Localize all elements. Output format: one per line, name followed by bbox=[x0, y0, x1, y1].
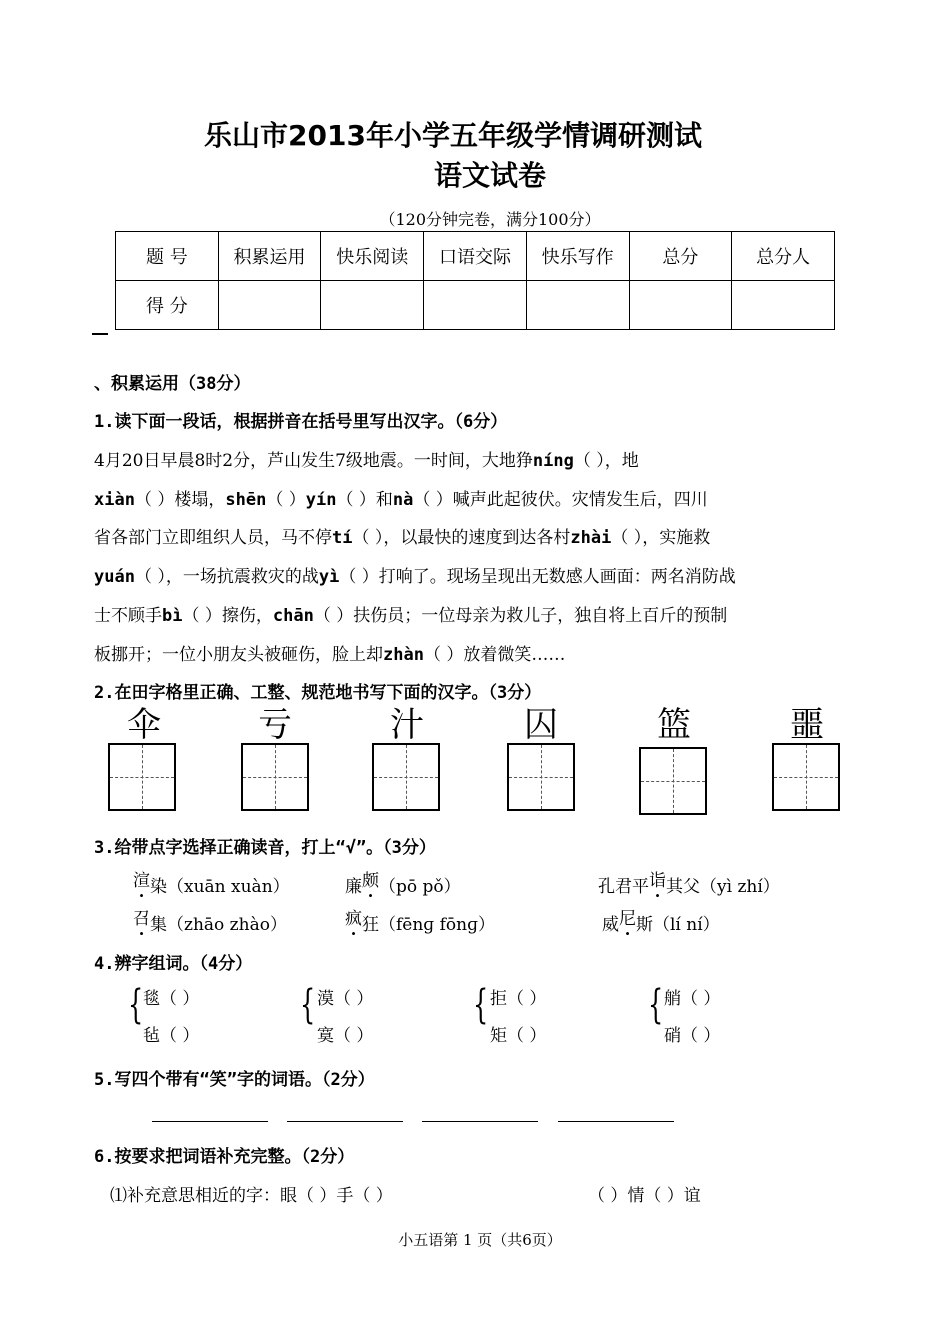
char-3: 汁 bbox=[390, 705, 424, 745]
table-row bbox=[116, 281, 835, 330]
q4-word-input[interactable]: 艄（ ） bbox=[664, 989, 721, 1009]
score-input-cell[interactable] bbox=[424, 281, 527, 330]
page-subtitle: 语文试卷 bbox=[433, 159, 546, 192]
q4-word-input[interactable]: 毡（ ） bbox=[143, 1026, 200, 1046]
table-cell: 总分 bbox=[629, 232, 732, 281]
exam-duration-note: （120分钟完卷，满分100分） bbox=[379, 210, 601, 229]
tian-grid-box[interactable] bbox=[639, 747, 707, 815]
answer-line[interactable] bbox=[558, 1121, 674, 1122]
q1-line-5: 士不顾手bì（ ）擦伤，chān（ ）扶伤员；一位母亲为救儿子，独自将上百斤的预制 bbox=[94, 606, 728, 626]
answer-line[interactable] bbox=[422, 1121, 538, 1122]
score-input-cell[interactable] bbox=[732, 281, 835, 330]
question-4-title: 4.辨字组词。（4分） bbox=[94, 954, 253, 974]
section-heading: 、积累运用（38分） bbox=[94, 374, 251, 394]
tian-grid-box[interactable] bbox=[372, 743, 440, 811]
table-cell: 得 分 bbox=[116, 281, 219, 330]
q4-word-input[interactable]: 拒（ ） bbox=[490, 989, 547, 1009]
char-6: 噩 bbox=[790, 705, 824, 745]
table-cell: 快乐写作 bbox=[526, 232, 629, 281]
question-6-title: 6.按要求把词语补充完整。（2分） bbox=[94, 1147, 355, 1167]
score-input-cell[interactable] bbox=[526, 281, 629, 330]
q3-item: 廉颇（pō pǒ） bbox=[345, 871, 461, 897]
answer-line[interactable] bbox=[152, 1121, 268, 1122]
page-footer: 小五语第 1 页（共6页） bbox=[398, 1231, 562, 1249]
q3-item: 威尼斯（lí ní） bbox=[602, 909, 720, 935]
table-cell: 积累运用 bbox=[218, 232, 321, 281]
q1-line-1: 4月20日早晨8时2分，芦山发生7级地震。一时间，大地狰níng（ ），地 bbox=[94, 451, 639, 471]
section-dash bbox=[92, 333, 108, 335]
brace-icon: { bbox=[128, 982, 144, 1028]
q4-word-input[interactable]: 矩（ ） bbox=[490, 1026, 547, 1046]
q1-line-2: xiàn（ ）楼塌，shēn（ ）yín（ ）和nà（ ）喊声此起彼伏。灾情发生后，四川 bbox=[94, 490, 708, 510]
tian-grid-box[interactable] bbox=[772, 743, 840, 811]
q4-word-input[interactable]: 寞（ ） bbox=[317, 1026, 374, 1046]
tian-grid-box[interactable] bbox=[507, 743, 575, 811]
char-1: 伞 bbox=[127, 705, 161, 745]
char-4: 囚 bbox=[524, 705, 558, 745]
question-3-title: 3.给带点字选择正确读音，打上“√”。（3分） bbox=[94, 838, 436, 858]
table-cell: 快乐阅读 bbox=[321, 232, 424, 281]
brace-icon: { bbox=[473, 982, 489, 1028]
q6-line: ⑴补充意思相近的字：眼（ ）手（ ） bbox=[110, 1186, 393, 1206]
q4-word-input[interactable]: 毯（ ） bbox=[143, 989, 200, 1009]
score-table bbox=[115, 231, 835, 330]
char-5: 篮 bbox=[657, 705, 691, 745]
q1-line-6: 板挪开；一位小朋友头被砸伤，脸上却zhàn（ ）放着微笑…… bbox=[94, 645, 566, 665]
q3-item: 渲染（xuān xuàn） bbox=[133, 871, 290, 897]
tian-grid-box[interactable] bbox=[241, 743, 309, 811]
page-title: 乐山市2013年小学五年级学情调研测试 bbox=[204, 119, 702, 152]
table-cell: 题 号 bbox=[116, 232, 219, 281]
q1-line-3: 省各部门立即组织人员，马不停tí（ ），以最快的速度到达各村zhài（ ），实施救 bbox=[94, 528, 711, 548]
question-1-title: 1.读下面一段话，根据拼音在括号里写出汉字。（6分） bbox=[94, 412, 508, 432]
score-input-cell[interactable] bbox=[218, 281, 321, 330]
char-2: 亏 bbox=[258, 705, 292, 745]
score-input-cell[interactable] bbox=[321, 281, 424, 330]
q6-line: （ ）情（ ）谊 bbox=[588, 1186, 701, 1206]
question-2-title: 2.在田字格里正确、工整、规范地书写下面的汉字。（3分） bbox=[94, 683, 542, 703]
tian-grid-box[interactable] bbox=[108, 743, 176, 811]
table-cell: 总分人 bbox=[732, 232, 835, 281]
answer-line[interactable] bbox=[287, 1121, 403, 1122]
question-5-title: 5.写四个带有“笑”字的词语。（2分） bbox=[94, 1070, 375, 1090]
q3-item: 孔君平诣其父（yì zhí） bbox=[598, 871, 780, 897]
table-row bbox=[116, 232, 835, 281]
q3-item: 召集（zhāo zhào） bbox=[133, 909, 287, 935]
q4-word-input[interactable]: 硝（ ） bbox=[664, 1026, 721, 1046]
brace-icon: { bbox=[648, 982, 664, 1028]
score-input-cell[interactable] bbox=[629, 281, 732, 330]
q1-line-4: yuán（ ），一场抗震救灾的战yì（ ）打响了。现场呈现出无数感人画面：两名消防战 bbox=[94, 567, 736, 587]
brace-icon: { bbox=[300, 982, 316, 1028]
table-cell: 口语交际 bbox=[424, 232, 527, 281]
q3-item: 疯狂（fēnɡ fōnɡ） bbox=[345, 909, 495, 935]
q4-word-input[interactable]: 漠（ ） bbox=[317, 989, 374, 1009]
